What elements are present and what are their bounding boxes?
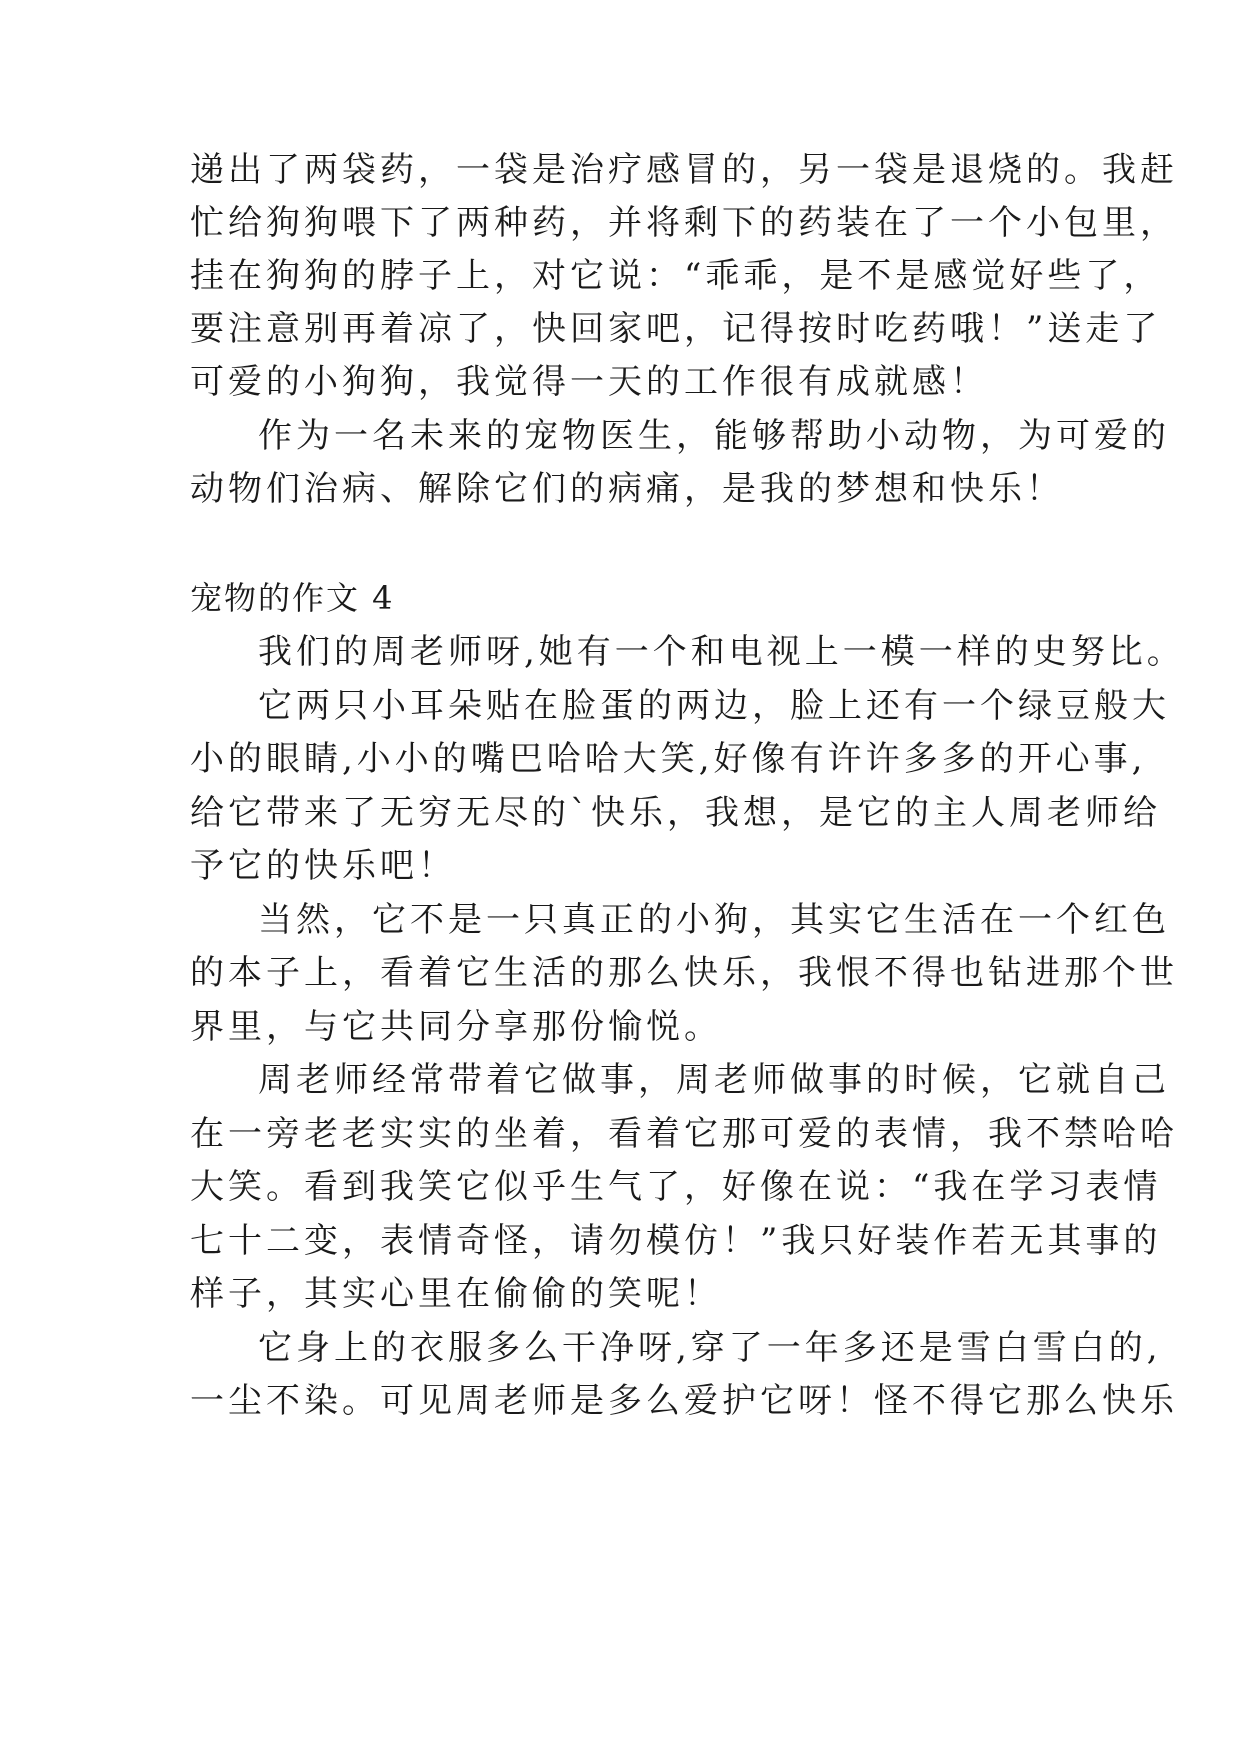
text-line: 小的眼睛,小小的嘴巴哈哈大笑,好像有许许多多的开心事,: [190, 739, 1147, 779]
text-line: 在一旁老老实实的坐着，看着它那可爱的表情，我不禁哈哈: [190, 1114, 1178, 1154]
text-line: 予它的快乐吧！: [190, 846, 456, 886]
text-line: 我们的周老师呀,她有一个和电视上一模一样的史努比。: [258, 632, 1185, 672]
section-heading: 宠物的作文 4: [190, 579, 395, 617]
text-line: 大笑。看到我笑它似乎生气了，好像在说：“我在学习表情: [190, 1167, 1162, 1207]
text-line: 忙给狗狗喂下了两种药，并将剩下的药装在了一个小包里，: [190, 203, 1178, 243]
text-line: 当然，它不是一只真正的小狗，其实它生活在一个红色: [258, 900, 1170, 940]
text-line: 样子，其实心里在偷偷的笑呢！: [190, 1274, 722, 1314]
text-line: 挂在狗狗的脖子上，对它说：“乖乖，是不是感觉好些了，: [190, 256, 1162, 296]
text-line: 界里，与它共同分享那份愉悦。: [190, 1007, 722, 1047]
text-line: 周老师经常带着它做事，周老师做事的时候，它就自己: [258, 1060, 1170, 1100]
text-line: 它两只小耳朵贴在脸蛋的两边，脸上还有一个绿豆般大: [258, 686, 1170, 726]
text-line: 一尘不染。可见周老师是多么爱护它呀！怪不得它那么快乐: [190, 1381, 1178, 1421]
text-line: 递出了两袋药，一袋是治疗感冒的，另一袋是退烧的。我赶: [190, 150, 1178, 190]
text-line: 给它带来了无穷无尽的`快乐，我想，是它的主人周老师给: [190, 793, 1161, 833]
text-line: 可爱的小狗狗，我觉得一天的工作很有成就感！: [190, 362, 988, 402]
text-line: 七十二变，表情奇怪，请勿模仿！”我只好装作若无其事的: [190, 1221, 1162, 1261]
text-line: 它身上的衣服多么干净呀,穿了一年多还是雪白雪白的,: [258, 1328, 1162, 1368]
text-line: 动物们治病、解除它们的病痛，是我的梦想和快乐！: [190, 469, 1064, 509]
text-line: 作为一名未来的宠物医生，能够帮助小动物，为可爱的: [258, 416, 1170, 456]
text-line: 的本子上，看着它生活的那么快乐，我恨不得也钻进那个世: [190, 953, 1178, 993]
text-line: 要注意别再着凉了，快回家吧，记得按时吃药哦！”送走了: [190, 309, 1162, 349]
